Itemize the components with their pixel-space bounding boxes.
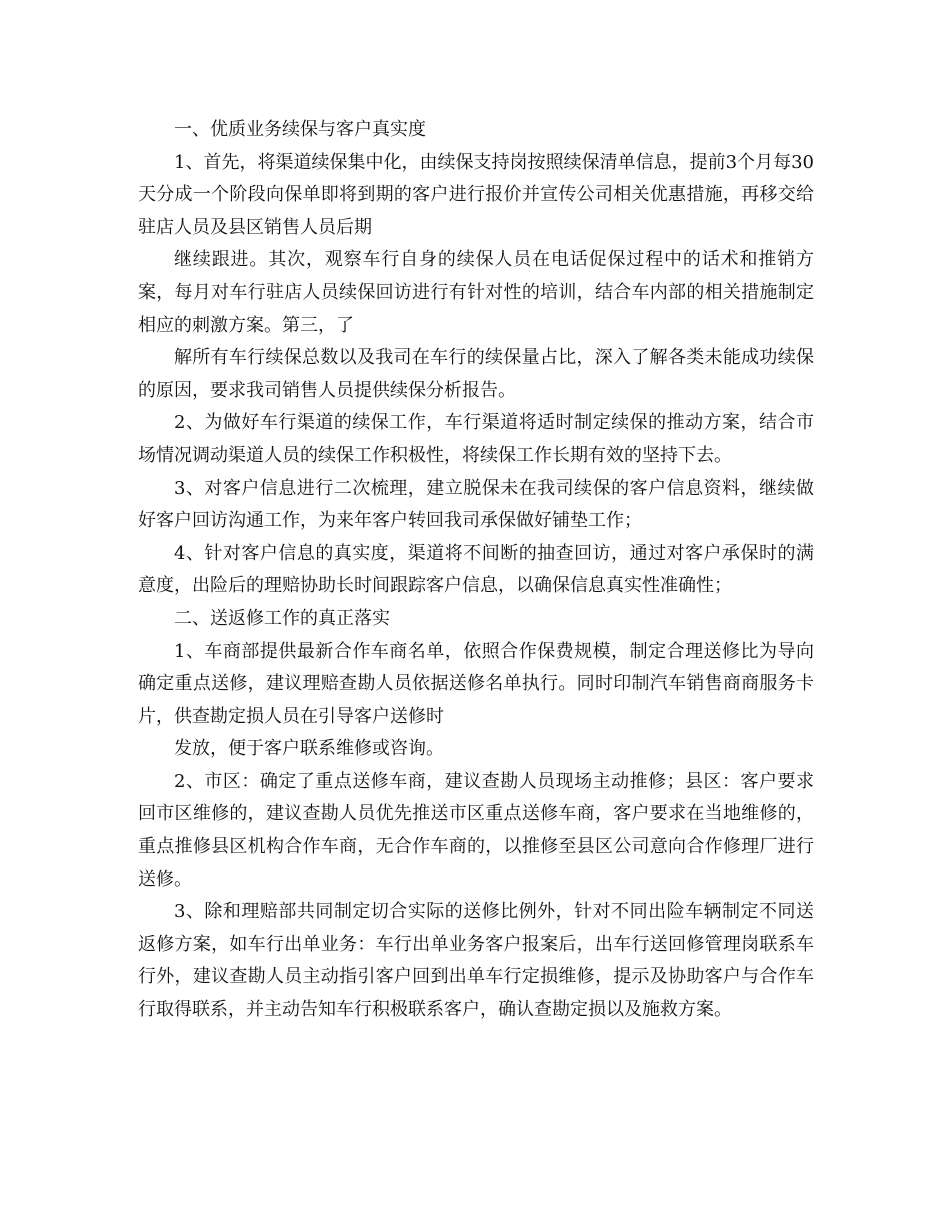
paragraph: 3、对客户信息进行二次梳理，建立脱保未在我司续保的客户信息资料，继续做好客户回访沟通工作，为来年客户转回我司承保做好铺垫工作；	[138, 477, 814, 532]
paragraph: 解所有车行续保总数以及我司在车行的续保量占比，深入了解各类未能成功续保的原因，要求我司销售人员提供续保分析报告。	[138, 347, 814, 401]
paragraph: 1、车商部提供最新合作车商名单，依照合作保费规模，制定合理送修比为导向确定重点送修，建议理赔查勘人员依据送修名单执行。同时印制汽车销售商商服务卡片，供查勘定损人员在引导客户送修时	[138, 640, 814, 727]
paragraph: 继续跟进。其次，观察车行自身的续保人员在电话促保过程中的话术和推销方案，每月对车行驻店人员续保回访进行有针对性的培训，结合车内部的相关措施制定相应的刺激方案。第三，了	[138, 249, 814, 336]
paragraph: 发放，便于客户联系维修或咨询。	[174, 738, 444, 760]
paragraph: 3、除和理赔部共同制定切合实际的送修比例外，针对不同出险车辆制定不同送返修方案，如车行出单业务：车行出单业务客户报案后，出车行送回修管理岗联系车行外，建议查勘人员主动指引客户回到出单车行定损维修，提示及协助客户与合作车行取得联系，并主动告知车行积极联系客户，确认查勘定损以及施救方案。	[138, 901, 814, 1021]
document-body	[138, 114, 814, 1027]
paragraph: 4、针对客户信息的真实度，渠道将不间断的抽查回访，通过对客户承保时的满意度，出险后的理赔协助长时间跟踪客户信息，以确保信息真实性准确性；	[138, 542, 814, 597]
heading-section-1: 一、优质业务续保与客户真实度	[174, 119, 426, 140]
paragraph: 1、首先，将渠道续保集中化，由续保支持岗按照续保清单信息，提前3个月每30天分成一个阶段向保单即将到期的客户进行报价并宣传公司相关优惠措施，再移交给驻店人员及县区销售人员后期	[138, 151, 814, 238]
heading-section-2: 二、送返修工作的真正落实	[174, 607, 390, 629]
paragraph: 2、市区：确定了重点送修车商，建议查勘人员现场主动推修；县区：客户要求回市区维修的，建议查勘人员优先推送市区重点送修车商，客户要求在当地维修的，重点推修县区机构合作车商，无合作车商的，以推修至县区公司意向合作修理厂进行送修。	[138, 770, 814, 890]
paragraph: 2、为做好车行渠道的续保工作，车行渠道将适时制定续保的推动方案，结合市场情况调动渠道人员的续保工作积极性，将续保工作长期有效的坚持下去。	[138, 412, 814, 466]
